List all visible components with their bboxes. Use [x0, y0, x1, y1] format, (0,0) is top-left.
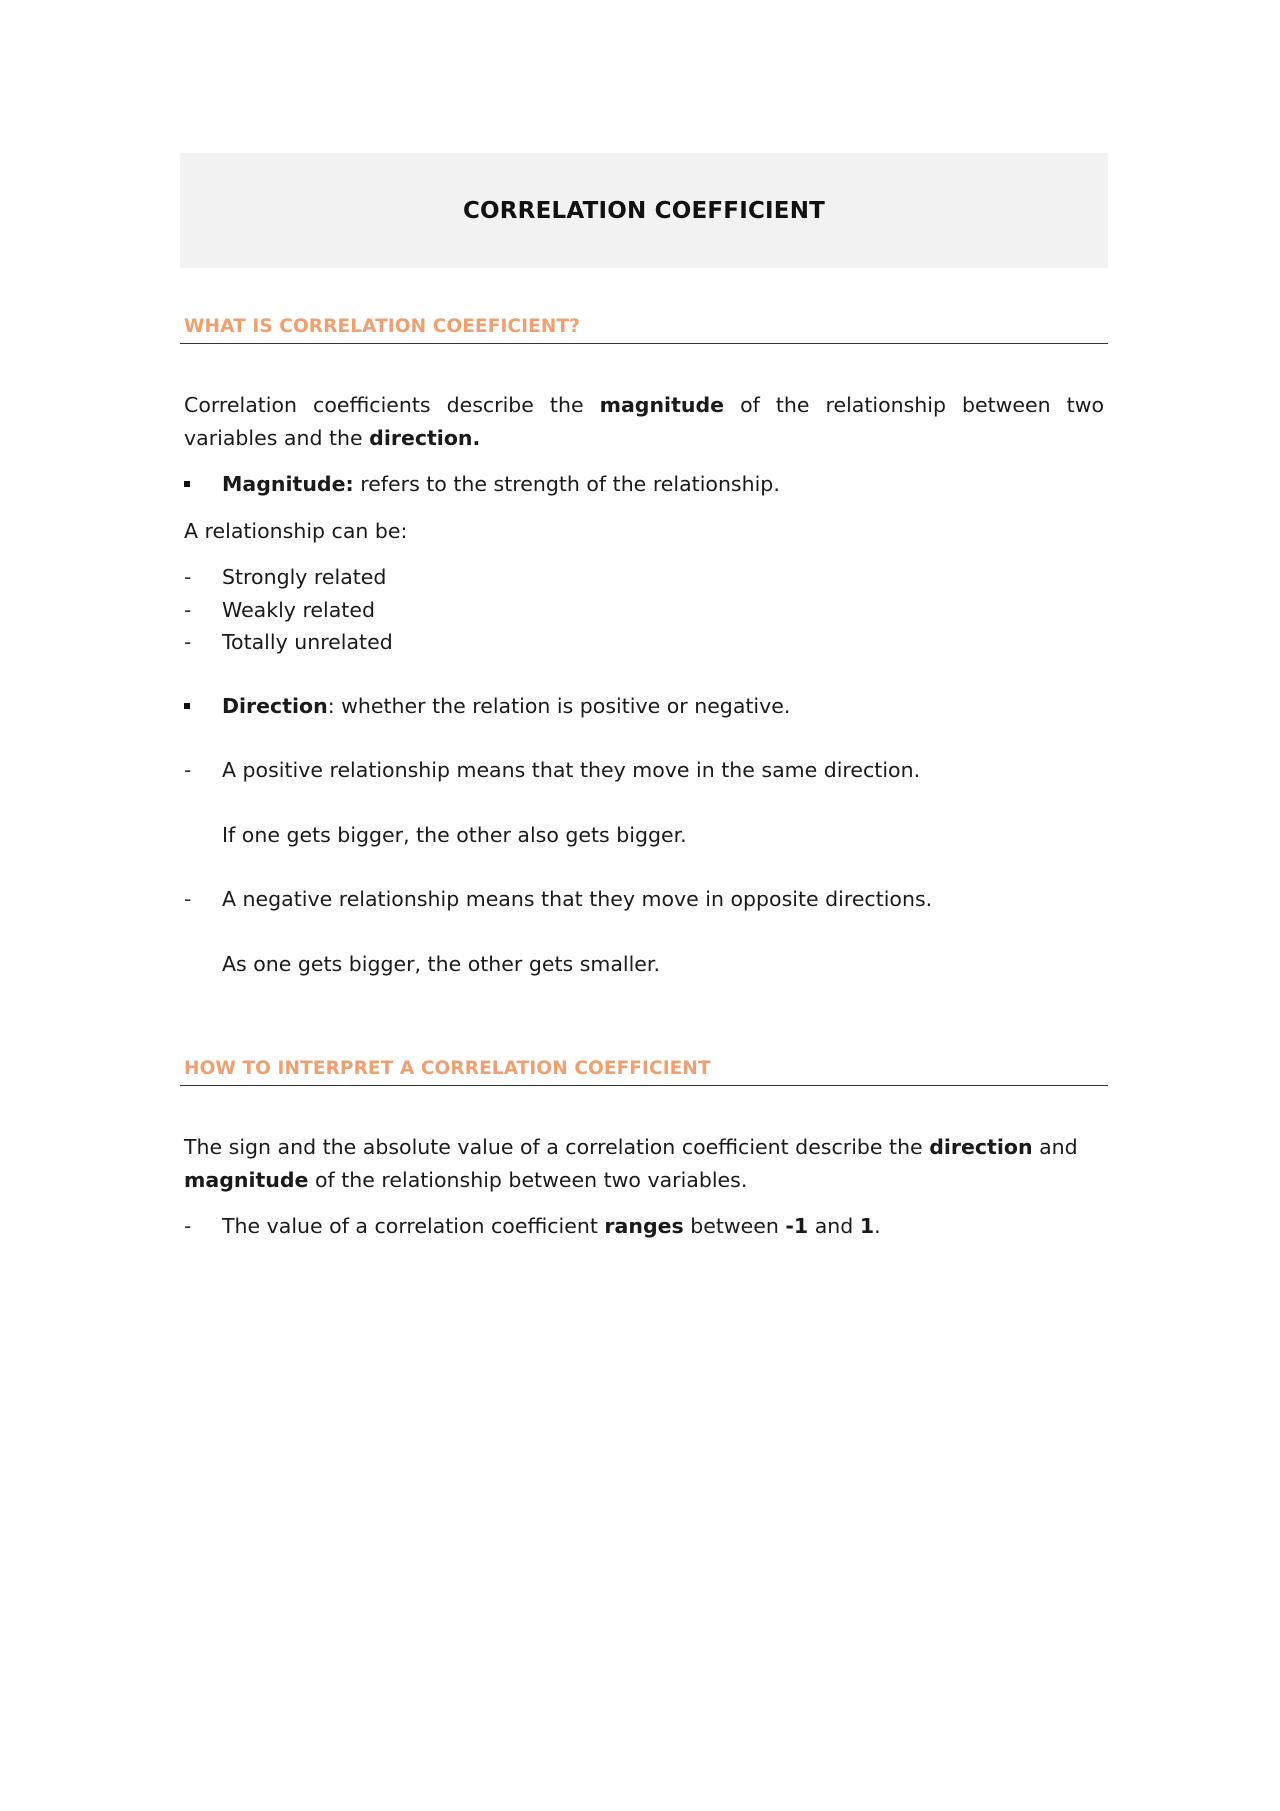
dash-marker: -	[184, 597, 192, 622]
dash-marker: -	[184, 758, 192, 782]
range-item: - The value of a correlation coefficient ranges between -1 and 1.	[180, 1210, 1108, 1243]
section-heading-how-to-interpret: HOW TO INTERPRET A CORRELATION COEFFICIENT	[180, 1058, 1108, 1086]
direction-bullet: Direction: whether the relation is positive or negative.	[180, 690, 1108, 723]
section-heading-what-is: WHAT IS CORRELATION COEEFICIENT?	[180, 316, 1108, 344]
square-bullet-icon	[184, 481, 190, 487]
list-item: - Strongly related	[180, 561, 1108, 594]
dash-marker: -	[184, 565, 192, 589]
negative-note: As one gets bigger, the other gets smaller.	[222, 951, 660, 976]
title-banner	[180, 153, 1108, 268]
interpret-paragraph: The sign and the absolute value of a correlation coefficient describe the direction and magnitude of the relationship between two variables.	[184, 1135, 1078, 1192]
positive-note: If one gets bigger, the other also gets bigger.	[222, 822, 687, 847]
relationship-list	[180, 561, 1108, 659]
document-page	[180, 153, 1108, 1243]
square-bullet-icon	[184, 703, 190, 709]
magnitude-bullet: Magnitude: refers to the strength of the relationship.	[180, 468, 1108, 501]
relationship-intro: A relationship can be:	[184, 518, 408, 543]
dash-marker: -	[184, 1214, 192, 1238]
list-item: - Totally unrelated	[180, 626, 1108, 659]
list-item: - Weakly related	[180, 594, 1108, 627]
positive-relationship-item: - A positive relationship means that they move in the same direction.	[180, 754, 1108, 787]
page-title: CORRELATION COEFFICIENT	[462, 197, 826, 224]
dash-marker: -	[184, 630, 192, 654]
negative-relationship-item: - A negative relationship means that they move in opposite directions.	[180, 883, 1108, 916]
intro-paragraph: Correlation coefficients describe the magnitude of the relationship between two variables and the direction.	[184, 393, 1105, 450]
dash-marker: -	[184, 887, 192, 911]
